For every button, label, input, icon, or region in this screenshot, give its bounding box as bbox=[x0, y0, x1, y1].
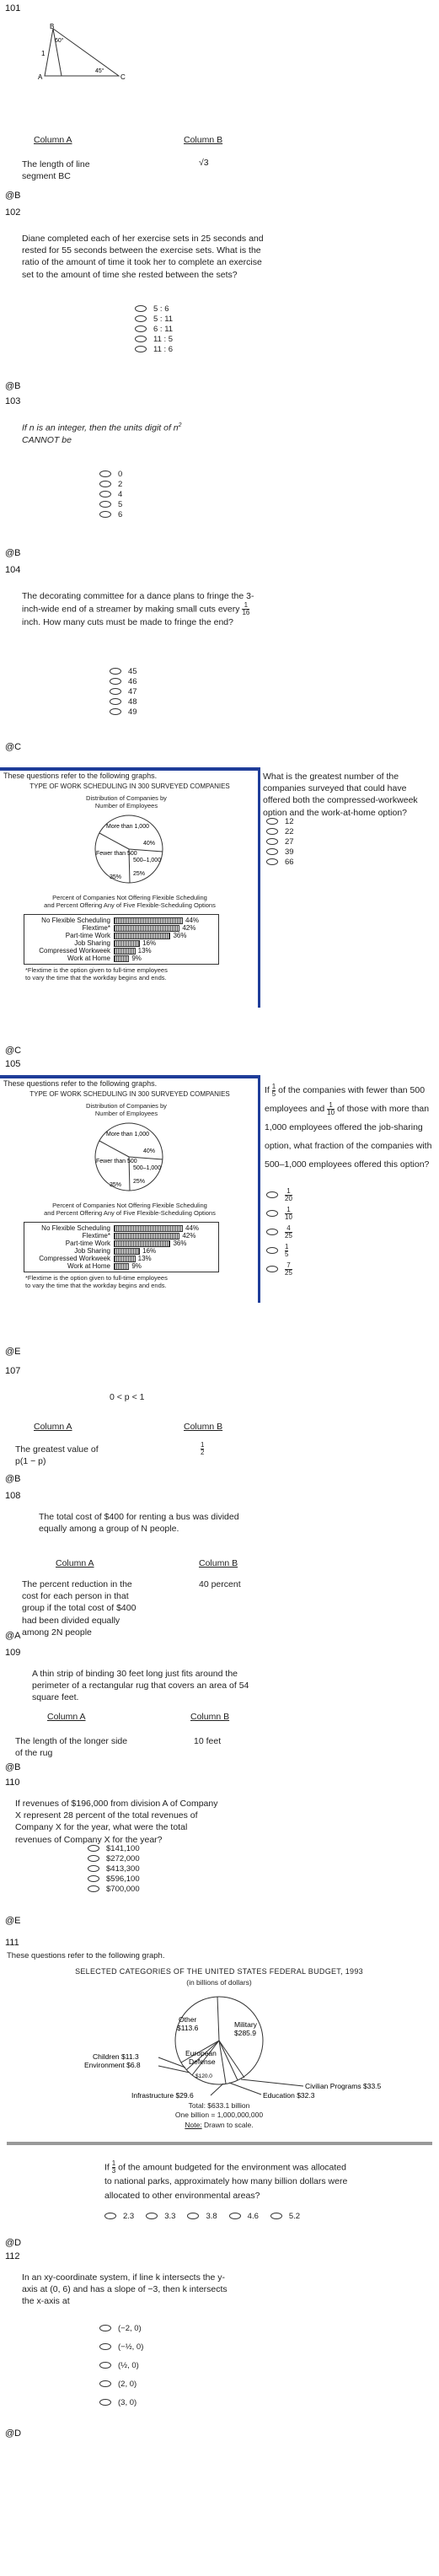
label-environment: Environment $6.8 bbox=[84, 2061, 141, 2069]
bar-row bbox=[24, 947, 218, 955]
bar-label: Work at Home bbox=[67, 1262, 110, 1270]
option[interactable]: $272,000 bbox=[88, 1853, 140, 1863]
question-number: 109 bbox=[5, 1648, 21, 1658]
question-number: 103 bbox=[5, 396, 21, 406]
option[interactable]: 6 : 11 bbox=[135, 324, 173, 334]
radio-oval[interactable] bbox=[99, 2399, 111, 2406]
radio-oval[interactable] bbox=[266, 818, 278, 825]
question-text: The decorating committee for a dance plans to fringe the 3-inch-wide end of a streamer by making small cuts every $\frac{1}{16}$ inch. How many cuts must be made to fringe the end? bbox=[22, 591, 254, 628]
bar-value: 36% bbox=[173, 1240, 187, 1247]
radio-oval[interactable] bbox=[110, 668, 121, 675]
column-b-header: Column B bbox=[184, 1422, 223, 1432]
bar bbox=[114, 1240, 170, 1247]
bar bbox=[114, 955, 129, 962]
column-b-header: Column B bbox=[184, 135, 223, 145]
bar-row bbox=[24, 1262, 218, 1270]
bar bbox=[114, 925, 179, 932]
bar-chart-title: Percent of Companies Not Offering Flexible Scheduling and Percent Offering Any of Five Flexible-Scheduling Options bbox=[44, 1202, 216, 1217]
radio-oval[interactable] bbox=[229, 2213, 241, 2219]
question-number: 101 bbox=[5, 3, 21, 13]
answer-key: @A bbox=[5, 1631, 21, 1641]
side-label: 1 bbox=[41, 50, 46, 57]
answer-key: @D bbox=[5, 2428, 22, 2439]
graph-intro: These questions refer to the following graphs. bbox=[3, 1079, 158, 1088]
radio-oval[interactable] bbox=[88, 1885, 99, 1892]
answer-key: @B bbox=[5, 1762, 21, 1772]
bar bbox=[114, 917, 183, 924]
angle-label-top: 60° bbox=[55, 38, 64, 44]
slice-pct-mid: 25% bbox=[133, 1179, 146, 1185]
option[interactable]: $596,100 bbox=[88, 1874, 140, 1884]
column-b-text: 10 feet bbox=[194, 1736, 222, 1746]
question-text: If $\frac{1}{3}$ of the amount budgeted for the environment was allocated to national parks, approximately how many billion dollars were allocated to other environmental areas? bbox=[104, 2159, 348, 2201]
column-a-header: Column A bbox=[56, 1558, 94, 1568]
option[interactable]: 39 bbox=[266, 847, 294, 857]
answer-key: @C bbox=[5, 742, 22, 752]
bar-value: 44% bbox=[185, 917, 200, 924]
bar-label: Compressed Workweek bbox=[39, 1255, 110, 1262]
section-divider bbox=[258, 767, 260, 1008]
section-rule bbox=[7, 2142, 432, 2145]
graph-subtitle: (in billions of dollars) bbox=[186, 1978, 252, 1987]
bar-chart bbox=[24, 1222, 219, 1272]
answer-key: @B bbox=[5, 191, 21, 201]
column-a-header: Column A bbox=[34, 135, 72, 145]
angle-label-right: 45° bbox=[95, 68, 104, 74]
bar-label: Job Sharing bbox=[74, 1247, 110, 1255]
bar-label: Part-time Work bbox=[65, 932, 110, 939]
option[interactable]: 4.6 bbox=[229, 2211, 259, 2221]
slice-pct-fewer: 35% bbox=[110, 1182, 122, 1188]
answer-options bbox=[99, 2319, 143, 2412]
radio-oval[interactable] bbox=[88, 1855, 99, 1862]
question-number: 104 bbox=[5, 565, 21, 575]
footnote: *Flextime is the option given to full-time employees to vary the time that the workday begins and ends. bbox=[25, 1274, 168, 1289]
radio-oval[interactable] bbox=[99, 2325, 111, 2331]
answer-key: @B bbox=[5, 381, 21, 391]
vertex-label-a: A bbox=[38, 73, 43, 81]
bar-value: 42% bbox=[182, 924, 196, 932]
graph-intro: These questions refer to the following graphs. bbox=[3, 772, 158, 780]
question-text: A thin strip of binding 30 feet long just fits around the perimeter of a rectangular rug that covers an area of 54 square feet. bbox=[32, 1669, 249, 1703]
bar-row bbox=[24, 1224, 218, 1232]
pie-title: Distribution of Companies by Number of Employees bbox=[86, 794, 167, 809]
label-children: Children $11.3 bbox=[93, 2052, 139, 2061]
column-a-text: The length of line segment BC bbox=[22, 159, 90, 182]
answer-options bbox=[104, 2211, 300, 2221]
bar-value: 9% bbox=[131, 955, 142, 962]
radio-oval[interactable] bbox=[104, 2213, 116, 2219]
slice-pct-mid: 25% bbox=[133, 871, 146, 877]
question-number: 108 bbox=[5, 1491, 21, 1501]
bar-row bbox=[24, 1247, 218, 1255]
label-military: Military bbox=[234, 2020, 257, 2029]
slice-label-mid: 500–1,000 bbox=[133, 858, 162, 863]
graph-intro: These questions refer to the following graph. bbox=[7, 1951, 165, 1960]
option[interactable]: 5.2 bbox=[270, 2211, 300, 2221]
radio-oval[interactable] bbox=[99, 471, 111, 477]
label-european: European bbox=[185, 2049, 217, 2057]
vertex-label-c: C bbox=[120, 73, 126, 81]
option[interactable]: 12 bbox=[266, 816, 294, 826]
bar-label: Compressed Workweek bbox=[39, 947, 110, 955]
option[interactable]: 46 bbox=[110, 676, 137, 686]
slice-pct-fewer: 35% bbox=[110, 874, 122, 880]
question-text: What is the greatest number of the companies surveyed that could have offered both the compressed-workweek option and the work-at-home option? bbox=[263, 772, 418, 818]
section-divider bbox=[258, 1075, 260, 1303]
option[interactable]: 66 bbox=[266, 857, 294, 867]
radio-oval[interactable] bbox=[110, 678, 121, 685]
label-infrastructure: Infrastructure $29.6 bbox=[131, 2091, 194, 2100]
option[interactable]: 2.3 bbox=[104, 2211, 134, 2221]
option[interactable]: 3.8 bbox=[187, 2211, 217, 2221]
graph-title: TYPE OF WORK SCHEDULING IN 300 SURVEYED COMPANIES bbox=[29, 1090, 230, 1098]
answer-options bbox=[266, 816, 294, 867]
column-b-text: $\frac{1}{2}$ bbox=[201, 1441, 205, 1456]
vertex-label-b: B bbox=[50, 24, 55, 30]
answer-key: @C bbox=[5, 1046, 22, 1056]
bar bbox=[114, 1263, 129, 1270]
option[interactable]: 45 bbox=[110, 666, 137, 676]
radio-oval[interactable] bbox=[266, 838, 278, 845]
radio-oval[interactable] bbox=[135, 346, 147, 352]
bar-chart bbox=[24, 914, 219, 965]
option[interactable]: 11 : 5 bbox=[135, 334, 173, 344]
radio-oval[interactable] bbox=[187, 2213, 199, 2219]
radio-oval[interactable] bbox=[266, 1191, 278, 1198]
bar bbox=[114, 1256, 136, 1262]
footnote: *Flextime is the option given to full-time employees to vary the time that the workday begins and ends. bbox=[25, 966, 168, 981]
bar bbox=[114, 948, 136, 955]
bar-chart-title: Percent of Companies Not Offering Flexible Scheduling and Percent Offering Any of Five Flexible-Scheduling Options bbox=[44, 894, 216, 909]
radio-oval[interactable] bbox=[135, 325, 147, 332]
option[interactable]: (½, 0) bbox=[99, 2356, 143, 2374]
radio-oval[interactable] bbox=[266, 848, 278, 855]
option[interactable]: 48 bbox=[110, 696, 137, 707]
bar-row bbox=[24, 1232, 218, 1240]
bar bbox=[114, 940, 140, 947]
label-education: Education $32.3 bbox=[263, 2091, 315, 2100]
radio-oval[interactable] bbox=[266, 1247, 278, 1254]
radio-oval[interactable] bbox=[99, 511, 111, 518]
column-a-header: Column A bbox=[34, 1422, 72, 1432]
bar-value: 16% bbox=[142, 939, 157, 947]
bar-label: Flextime* bbox=[82, 1232, 110, 1240]
option[interactable]: 4 bbox=[99, 489, 122, 499]
answer-key: @B bbox=[5, 548, 21, 558]
option[interactable]: $\frac{7}{25}$ bbox=[266, 1260, 292, 1278]
radio-oval[interactable] bbox=[270, 2213, 282, 2219]
radio-oval[interactable] bbox=[99, 2380, 111, 2387]
slice-pct-more: 40% bbox=[143, 1148, 156, 1154]
bar-label: Part-time Work bbox=[65, 1240, 110, 1247]
bar-value: 13% bbox=[137, 1255, 152, 1262]
option[interactable]: 22 bbox=[266, 826, 294, 836]
slice-label-more: More than 1,000 bbox=[106, 824, 149, 830]
question-text: The total cost of $400 for renting a bus was divided equally among a group of N people. bbox=[39, 1512, 239, 1535]
bar-row bbox=[24, 932, 218, 939]
answer-options bbox=[135, 304, 173, 354]
option[interactable]: (−½, 0) bbox=[99, 2337, 143, 2356]
option[interactable]: $141,100 bbox=[88, 1843, 140, 1853]
bar-value: 9% bbox=[131, 1262, 142, 1270]
radio-oval[interactable] bbox=[266, 828, 278, 835]
column-a-text: The length of the longer side of the rug bbox=[15, 1736, 128, 1759]
bar bbox=[114, 1248, 140, 1255]
triangle-figure bbox=[38, 24, 139, 83]
bar-row bbox=[24, 939, 218, 947]
column-a-text: The greatest value of p(1 − p) bbox=[15, 1444, 99, 1467]
radio-oval[interactable] bbox=[99, 491, 111, 497]
column-a-header: Column A bbox=[47, 1712, 86, 1722]
radio-oval[interactable] bbox=[266, 858, 278, 865]
column-b-header: Column B bbox=[190, 1712, 230, 1722]
billion-label: One billion = 1,000,000,000 bbox=[174, 2111, 264, 2119]
slice-label-fewer: Fewer than 500 bbox=[96, 1159, 137, 1164]
option[interactable]: 2 bbox=[99, 479, 122, 489]
bar-value: 13% bbox=[137, 947, 152, 955]
bar-label: No Flexible Scheduling bbox=[41, 917, 110, 924]
radio-oval[interactable] bbox=[88, 1845, 99, 1852]
bar-row bbox=[24, 917, 218, 924]
option[interactable]: 3.3 bbox=[146, 2211, 175, 2221]
pie-title: Distribution of Companies by Number of Employees bbox=[86, 1102, 167, 1117]
graph-title: TYPE OF WORK SCHEDULING IN 300 SURVEYED COMPANIES bbox=[29, 782, 230, 790]
option[interactable]: $\frac{4}{25}$ bbox=[266, 1223, 292, 1241]
radio-oval[interactable] bbox=[266, 1210, 278, 1217]
option[interactable]: 47 bbox=[110, 686, 137, 696]
column-b-header: Column B bbox=[199, 1558, 238, 1568]
radio-oval[interactable] bbox=[99, 2362, 111, 2369]
bar-row bbox=[24, 955, 218, 962]
condition: 0 < p < 1 bbox=[110, 1392, 145, 1402]
bar-value: 44% bbox=[185, 1224, 200, 1232]
bar bbox=[114, 1225, 183, 1232]
column-b-text: √3 bbox=[199, 158, 209, 168]
question-number: 111 bbox=[5, 1938, 19, 1948]
answer-key: @D bbox=[5, 2238, 22, 2248]
value-military: $285.9 bbox=[234, 2029, 256, 2037]
scale-note: Note: Drawn to scale. bbox=[185, 2121, 254, 2129]
option[interactable]: 5 : 11 bbox=[135, 314, 173, 324]
question-text: If $\frac{1}{5}$ of the companies with fewer than 500 employees and $\frac{1}{10}$ of those with more than 1,000 employees offered the job-sharing option, what fraction of the companies with 500–1,000 employees offered this option? bbox=[265, 1082, 432, 1170]
slice-label-more: More than 1,000 bbox=[106, 1132, 149, 1137]
option[interactable]: 0 bbox=[99, 469, 122, 479]
label-small-value: $120.0 bbox=[195, 2073, 212, 2079]
bar bbox=[114, 1233, 179, 1240]
answer-options bbox=[266, 1186, 292, 1278]
answer-key: @E bbox=[5, 1916, 21, 1926]
radio-oval[interactable] bbox=[99, 2343, 111, 2350]
option[interactable]: (−2, 0) bbox=[99, 2319, 143, 2337]
graph-title: SELECTED CATEGORIES OF THE UNITED STATES FEDERAL BUDGET, 1993 bbox=[75, 1967, 363, 1976]
option[interactable]: $413,300 bbox=[88, 1863, 140, 1874]
bar-value: 36% bbox=[173, 932, 187, 939]
option[interactable]: $\frac{1}{10}$ bbox=[266, 1204, 292, 1223]
bar-label: No Flexible Scheduling bbox=[41, 1224, 110, 1232]
pie-chart bbox=[91, 1119, 167, 1195]
bar-row bbox=[24, 1255, 218, 1262]
pie-chart bbox=[91, 811, 167, 887]
radio-oval[interactable] bbox=[146, 2213, 158, 2219]
column-b-text: 40 percent bbox=[199, 1579, 241, 1589]
option[interactable]: (2, 0) bbox=[99, 2374, 143, 2393]
radio-oval[interactable] bbox=[135, 305, 147, 312]
option[interactable]: 11 : 6 bbox=[135, 344, 173, 354]
bar-label: Work at Home bbox=[67, 955, 110, 962]
value-other: $113.6 bbox=[177, 2024, 199, 2032]
option[interactable]: 5 : 6 bbox=[135, 304, 173, 314]
radio-oval[interactable] bbox=[110, 688, 121, 695]
bar bbox=[114, 933, 170, 939]
option[interactable]: 49 bbox=[110, 707, 137, 717]
question-number: 105 bbox=[5, 1059, 21, 1069]
question-text: If n is an integer, then the units digit of $n^2$ CANNOT be bbox=[22, 422, 182, 445]
option[interactable]: 5 bbox=[99, 499, 122, 509]
question-number: 112 bbox=[5, 2251, 20, 2261]
label-other: Other bbox=[179, 2015, 197, 2024]
question-number: 107 bbox=[5, 1366, 21, 1376]
bar-label: Flextime* bbox=[82, 924, 110, 932]
label-defense: Defense bbox=[189, 2057, 216, 2066]
question-number: 102 bbox=[5, 207, 21, 218]
option[interactable]: $\frac{1}{20}$ bbox=[266, 1186, 292, 1204]
radio-oval[interactable] bbox=[88, 1875, 99, 1882]
radio-oval[interactable] bbox=[88, 1865, 99, 1872]
bar-row bbox=[24, 1240, 218, 1247]
answer-key: @B bbox=[5, 1474, 21, 1484]
slice-label-fewer: Fewer than 500 bbox=[96, 851, 137, 857]
bar-value: 16% bbox=[142, 1247, 157, 1255]
answer-options bbox=[110, 666, 137, 717]
option[interactable]: 27 bbox=[266, 836, 294, 847]
bar-row bbox=[24, 924, 218, 932]
question-text: Diane completed each of her exercise sets in 25 seconds and rested for 55 seconds between the exercise sets. What is the ratio of the amount of time it took her to complete an exercise set to the amount of time she rested between the sets? bbox=[22, 234, 264, 280]
answer-key: @E bbox=[5, 1347, 21, 1357]
question-text: If revenues of $196,000 from division A of Company X represent 28 percent of the total revenues of Company X for the year, what were the total revenues of Company X for the year? bbox=[15, 1799, 218, 1845]
radio-oval[interactable] bbox=[135, 336, 147, 342]
column-a-text: The percent reduction in the cost for each person in that group if the total cost of $400 had been divided equally among 2N people bbox=[22, 1579, 137, 1638]
option[interactable]: $700,000 bbox=[88, 1884, 140, 1894]
answer-options bbox=[88, 1843, 140, 1894]
question-text: In an xy-coordinate system, if line k intersects the y-axis at (0, 6) and has a slope of −3, then k intersects the x-axis at bbox=[22, 2272, 228, 2307]
radio-oval[interactable] bbox=[110, 698, 121, 705]
option[interactable]: 6 bbox=[99, 509, 122, 519]
option[interactable]: $\frac{1}{5}$ bbox=[266, 1241, 292, 1260]
radio-oval[interactable] bbox=[110, 708, 121, 715]
radio-oval[interactable] bbox=[99, 481, 111, 487]
slice-pct-more: 40% bbox=[143, 841, 156, 847]
bar-label: Job Sharing bbox=[74, 939, 110, 947]
radio-oval[interactable] bbox=[266, 1229, 278, 1235]
question-number: 110 bbox=[5, 1777, 20, 1788]
radio-oval[interactable] bbox=[266, 1266, 278, 1272]
radio-oval[interactable] bbox=[99, 501, 111, 508]
slice-label-mid: 500–1,000 bbox=[133, 1165, 162, 1171]
label-civilian: Civilian Programs $33.5 bbox=[305, 2082, 382, 2090]
bar-value: 42% bbox=[182, 1232, 196, 1240]
total-label: Total: $633.1 billion bbox=[188, 2101, 250, 2110]
radio-oval[interactable] bbox=[135, 315, 147, 322]
option[interactable]: (3, 0) bbox=[99, 2393, 143, 2412]
answer-options bbox=[99, 469, 122, 519]
